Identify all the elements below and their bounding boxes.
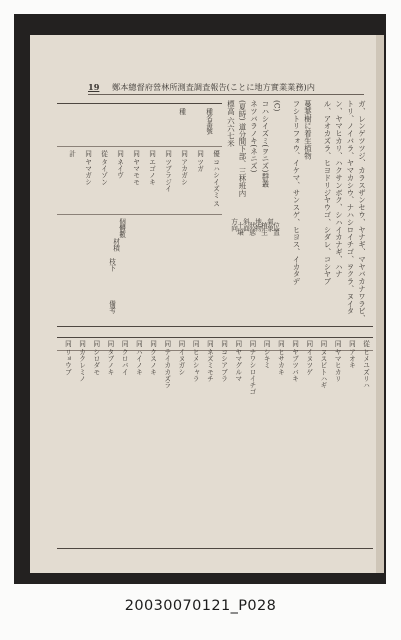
lower-table-row: 同 クスノキ [148, 340, 157, 376]
lower-table-row: 同 イヌガシ [176, 340, 185, 376]
lower-table-row: 同 テイカカズラ [162, 340, 171, 389]
text-column: (夏時) 道分間下部、三林班内 [237, 100, 247, 197]
upper-table-row: 同 ツブラジイ [163, 150, 172, 192]
lower-table-row: 同 コシアブラ [219, 340, 228, 382]
upper-table-header: 材積 [111, 238, 120, 252]
upper-table-top-rule [57, 103, 222, 104]
image-caption: 20030070121_P028 [124, 598, 277, 614]
page-number: 19 [88, 82, 100, 92]
upper-table-row: 同 ヤマモモ [131, 150, 140, 186]
lower-table-row: 同 ヌスビトハギ [318, 340, 327, 389]
upper-table-header: 枝下 [107, 258, 116, 272]
upper-table-note: 植生 [259, 222, 268, 236]
upper-table-note: 斜面 [241, 218, 250, 232]
upper-table-row: 同 ヤマガシ [83, 150, 92, 186]
lower-table-row: 同 ナワシロイチゴ [247, 340, 256, 395]
upper-table-row: 同 アカガシ [179, 150, 188, 186]
upper-table-row: 從 タイゾン [99, 150, 108, 186]
lower-table-row: 同 カクレミノ [77, 340, 86, 382]
text-column: (C) [272, 100, 282, 112]
upper-table-note: 狀態 [247, 222, 256, 236]
lower-table-row: 同 ヤマグルマ [233, 340, 242, 382]
text-column: 蔓葉樹に着生植物 [303, 100, 313, 160]
upper-table-note: 方向 [229, 218, 238, 232]
lower-table-top-rule [57, 337, 373, 338]
lower-table-row: 同 アオキ [347, 340, 356, 369]
text-column: コハシイズミ(ヲニズ)群叢 [260, 100, 270, 188]
upper-table-note: 位置 [271, 222, 280, 236]
lower-table-row: 同 シロダモ [91, 340, 100, 376]
lower-table-row: 同 ハイノキ [134, 340, 143, 376]
upper-table-row: 優 コハシイズミ ス [211, 150, 220, 207]
text-column: ガ、レンゲツツジ、カラスザンセウ、ヤナギ、マヤバカナワラビ、 [357, 100, 367, 322]
lower-table-row: 同 ヒサカキ [276, 340, 285, 376]
text-column: フシトリフォウ、イケマ、サンスゲ、ヒヨス、イカタデ [291, 100, 301, 285]
lower-table-bottom-rule [57, 548, 373, 549]
text-column: 標高 六六七米 [226, 100, 236, 147]
upper-table-header: 種 [177, 108, 186, 115]
lower-table-row: 同 クロバイ [120, 340, 129, 376]
lower-table-row: 同 シキミ [262, 340, 271, 369]
text-column: ネツバラノキ(ネニズ) [249, 100, 259, 173]
lower-table-row: 從 ヒメユズリハ [361, 340, 370, 389]
lower-table-row: 同 ヤブツバキ [290, 340, 299, 382]
upper-table-row: 同 ネイヴ [115, 150, 124, 179]
lower-table-row: 同 リョウブ [63, 340, 72, 376]
upper-table-header: 備考 [107, 300, 116, 314]
page-edge [376, 35, 384, 573]
upper-table-note: 地物 [253, 218, 262, 232]
text-column: ル、アオカズラ、ヒヨドリジヤウゴ、シダレ、コシヤブ [322, 100, 332, 285]
upper-table-header: 個體數 [117, 218, 126, 238]
running-header [88, 81, 364, 95]
upper-table-bottom-rule [57, 326, 373, 327]
upper-table-note: 氣象 [265, 218, 274, 232]
running-title: 鄭本總督府營林所測査調査報告(ことに地方實業業務)内 [112, 82, 315, 92]
lower-table-row: 同 ヒメシャラ [191, 340, 200, 382]
text-column: ン、ヤマヒカリ、ハクサンボク、シハイカナギ、ハナ [334, 100, 344, 278]
upper-table-header-rule [57, 146, 222, 147]
upper-table-row: 同 ツガ [195, 150, 204, 172]
upper-table-row: 計 [67, 150, 76, 157]
text-column: トリ、ノイバラ、ヤマカシウ、ナハシロイチゴ、ヲクラ、ヌイタ [345, 100, 355, 315]
lower-table-row: 同 タブノキ [105, 340, 114, 376]
lower-table-row: 同 ネズミモチ [205, 340, 214, 382]
upper-table-header: 種名番號 [204, 108, 213, 135]
upper-table-note: 土壌 [235, 222, 244, 236]
lower-table-row: 同 ヤマヒカリ [333, 340, 342, 382]
upper-table-row: 同 エゴノキ [147, 150, 156, 186]
lower-table-row: 同 イヌツゲ [304, 340, 313, 376]
